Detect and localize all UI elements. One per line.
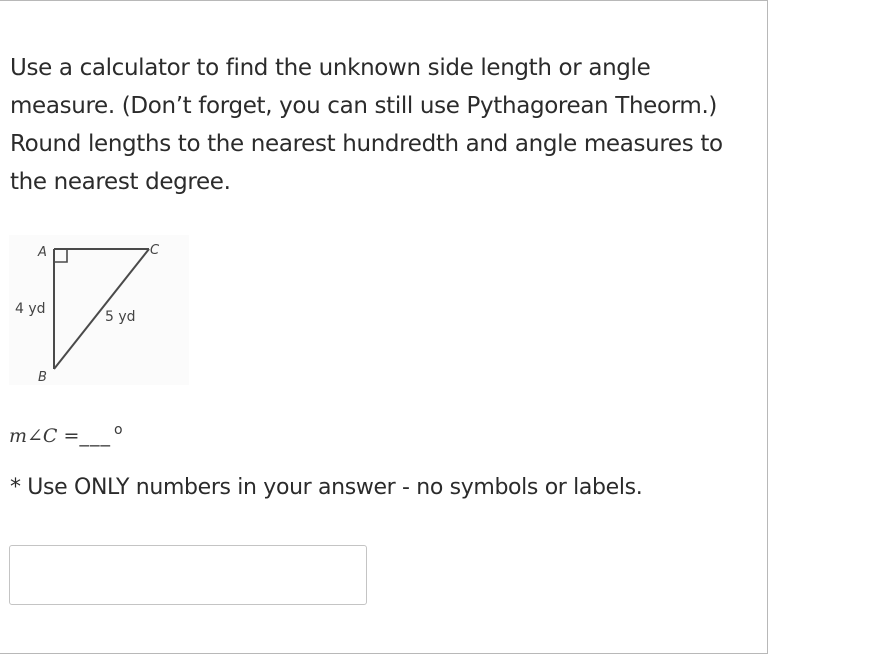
prompt-line-1: Use a calculator to find the unknown side length or angle: [10, 55, 651, 81]
answer-input[interactable]: [9, 545, 367, 605]
degree-symbol: o: [113, 422, 123, 438]
triangle-figure: [9, 235, 189, 385]
side-ab-label: 4 yd: [15, 301, 46, 317]
equals-sign: =: [57, 425, 80, 447]
side-bc-label: 5 yd: [105, 309, 136, 325]
vertex-b-label: B: [38, 370, 47, 385]
prompt-line-2: measure. (Don’t forget, you can still use Pythagorean Theorm.): [10, 93, 718, 119]
angle-answer-line: [9, 422, 123, 447]
prompt-line-4: the nearest degree.: [10, 169, 231, 195]
vertex-c-label: C: [150, 243, 160, 258]
question-prompt: [10, 49, 750, 201]
prompt-line-3: Round lengths to the nearest hundredth and angle measures to: [10, 131, 723, 157]
vertex-a-label: A: [38, 245, 47, 260]
answer-instruction: * Use ONLY numbers in your answer - no symbols or labels.: [10, 475, 643, 500]
angle-variable: m∠C: [9, 425, 58, 447]
answer-blank: ___: [79, 425, 111, 447]
triangle-diagram: [9, 235, 189, 385]
